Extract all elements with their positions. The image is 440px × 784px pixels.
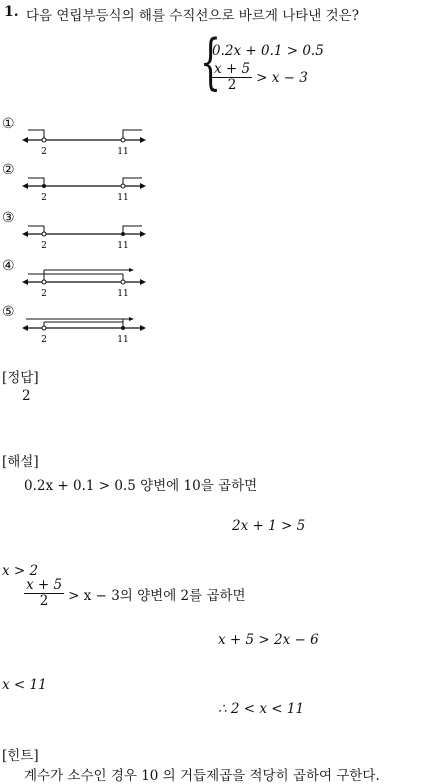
explanation-equation-2: x + 5 > 2x − 6 xyxy=(218,632,319,648)
tick-label-2: 2 xyxy=(41,335,47,344)
hint-heading: [힌트] xyxy=(2,748,39,764)
explanation-line-2-rest: > x − 3의 양변에 2를 곱하면 xyxy=(68,587,246,604)
question-text: 다음 연립부등식의 해를 수직선으로 바르게 나타낸 것은? xyxy=(26,8,359,24)
choice-mark-5[interactable]: ⑤ xyxy=(2,304,15,320)
fraction-numerator: x + 5 xyxy=(26,577,63,593)
number-line-1[interactable] xyxy=(20,124,150,158)
choice-mark-1[interactable]: ① xyxy=(2,116,15,132)
explanation-fraction xyxy=(24,578,64,609)
inequality-system xyxy=(200,27,330,100)
answer-heading: [정답] xyxy=(2,370,39,386)
tick-label-11: 11 xyxy=(117,193,129,203)
choice-mark-2[interactable]: ② xyxy=(2,162,15,178)
tick-label-2: 2 xyxy=(41,241,47,251)
hint-text: 계수가 소수인 경우 10 의 거듭제곱을 적당히 곱하여 구한다. xyxy=(24,768,380,784)
brace-symbol: { xyxy=(200,27,222,97)
fraction-denominator: 2 xyxy=(39,593,49,609)
choice-mark-3[interactable]: ③ xyxy=(2,210,15,226)
inequality-2-fraction xyxy=(212,62,252,93)
fraction-denominator: 2 xyxy=(227,77,237,93)
number-line-5[interactable] xyxy=(20,310,150,344)
inequality-2-rest: > x − 3 xyxy=(256,69,308,86)
inequality-2 xyxy=(212,62,308,93)
explanation-heading: [해설] xyxy=(2,454,39,470)
choice-mark-4[interactable]: ④ xyxy=(2,258,15,274)
fraction-numerator: x + 5 xyxy=(214,61,251,77)
tick-label-11: 11 xyxy=(117,147,129,157)
explanation-result-1: x > 2 xyxy=(2,563,39,579)
number-line-3[interactable] xyxy=(20,218,150,252)
tick-label-2: 2 xyxy=(41,147,47,157)
tick-label-11: 11 xyxy=(117,335,129,344)
number-line-4[interactable] xyxy=(20,264,150,298)
question-number: 1. xyxy=(4,4,19,20)
tick-label-2: 2 xyxy=(41,193,47,203)
explanation-line-2 xyxy=(24,578,246,609)
inequality-1: 0.2x + 0.1 > 0.5 xyxy=(212,43,324,59)
tick-label-2: 2 xyxy=(41,289,47,298)
explanation-conclusion: ∴ 2 < x < 11 xyxy=(218,701,305,717)
explanation-result-2: x < 11 xyxy=(2,677,47,693)
number-line-2[interactable] xyxy=(20,170,150,204)
tick-label-11: 11 xyxy=(117,241,129,251)
answer-value: 2 xyxy=(22,388,31,404)
tick-label-11: 11 xyxy=(117,289,129,298)
explanation-equation-1: 2x + 1 > 5 xyxy=(232,518,306,534)
explanation-line-1: 0.2x + 0.1 > 0.5 양변에 10을 곱하면 xyxy=(24,478,258,494)
